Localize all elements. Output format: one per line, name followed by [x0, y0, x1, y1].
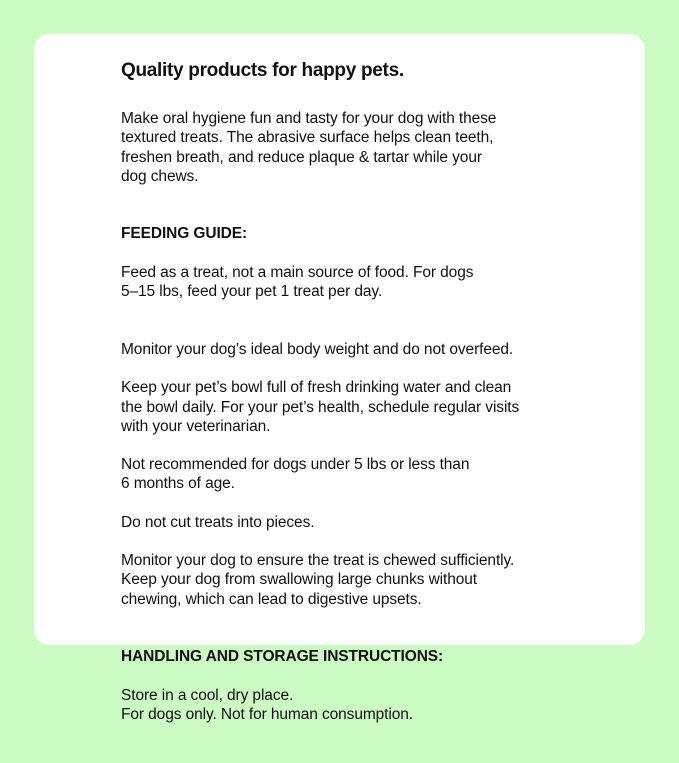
monitor-chew-paragraph: Monitor your dog to ensure the treat is chewed sufficiently. Keep your dog from swallowing large chunks without chewing, which can lead to digestive upsets. [121, 552, 515, 608]
intro-paragraph: Make oral hygiene fun and tasty for your dog with these textured treats. The abrasive surface helps clean teeth, freshen breath, and reduce plaque & tartar while your dog chews. [121, 110, 497, 185]
storage-section [121, 628, 621, 744]
feeding-guide-text: Feed as a treat, not a main source of food. For dogs 5–15 lbs, feed your pet 1 treat per day. [121, 264, 474, 301]
water-paragraph: Keep your pet’s bowl full of fresh drinking water and clean the bowl daily. For your pet’s health, schedule regular visits with your veterinarian. [121, 379, 520, 435]
storage-heading: HANDLING AND STORAGE INSTRUCTIONS: [121, 648, 444, 666]
card-content [121, 56, 621, 763]
storage-text: Store in a cool, dry place. For dogs only. Not for human consumption. [121, 686, 413, 724]
monitor-weight-paragraph: Monitor your dog’s ideal body weight and do not overfeed. [121, 340, 514, 358]
feeding-guide-heading: FEEDING GUIDE: [121, 225, 248, 243]
do-not-cut-paragraph: Do not cut treats into pieces. [121, 513, 315, 531]
info-card [34, 34, 645, 724]
not-recommended-paragraph: Not recommended for dogs under 5 lbs or less than 6 months of age. [121, 456, 470, 493]
page-title: Quality products for happy pets. [121, 60, 404, 81]
feeding-guide-section [121, 205, 621, 321]
